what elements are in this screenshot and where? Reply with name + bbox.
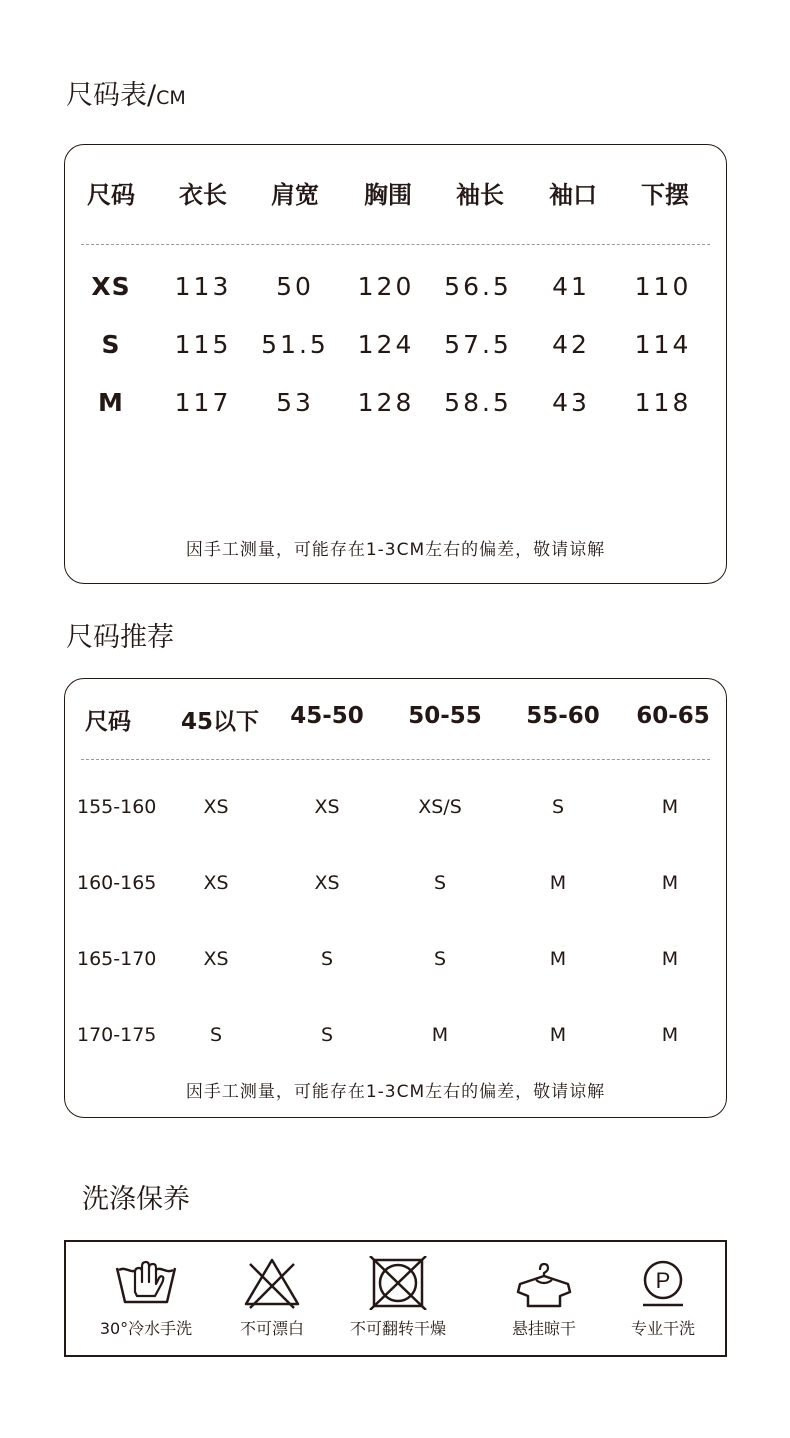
height-cell: 160-165 [77, 872, 157, 894]
value-cell: M [661, 1024, 679, 1046]
recommend-panel [64, 678, 727, 1118]
value-cell: XS [314, 872, 340, 894]
value-cell: 51.5 [261, 330, 329, 359]
size-chart-title-text: 尺码表/ [66, 80, 157, 111]
header-cell: 尺码 [85, 709, 131, 735]
care-panel [64, 1240, 727, 1357]
value-cell: 128 [357, 388, 415, 417]
value-cell: 120 [357, 272, 415, 301]
value-cell: S [320, 1024, 334, 1046]
header-cell: 55-60 [526, 703, 600, 729]
header-cell: 45以下 [180, 709, 260, 735]
height-cell: 155-160 [77, 796, 157, 818]
value-cell: 117 [174, 388, 232, 417]
care-title: 洗涤保养 [82, 1184, 190, 1215]
value-cell: 114 [634, 330, 692, 359]
care-label: 不可漂白 [239, 1319, 304, 1338]
size-chart-unit: CM [156, 87, 186, 109]
header-cell: 肩宽 [271, 181, 319, 209]
value-cell: 118 [634, 388, 692, 417]
dry-clean-letter: P [655, 1268, 671, 1293]
care-label: 专业干洗 [630, 1319, 695, 1338]
care-item-dry-clean [598, 1242, 728, 1339]
size-cell: XS [91, 272, 131, 301]
hang-dry-icon [514, 1256, 574, 1310]
care-label: 悬挂晾干 [511, 1319, 576, 1338]
header-cell: 60-65 [636, 703, 710, 729]
header-cell: 袖口 [549, 181, 597, 209]
height-cell: 170-175 [77, 1024, 157, 1046]
height-cell: 165-170 [77, 948, 157, 970]
value-cell: 50 [276, 272, 314, 301]
value-cell: 41 [552, 272, 590, 301]
value-cell: 115 [174, 330, 232, 359]
value-cell: M [549, 948, 567, 970]
care-item-no-tumble-dry [333, 1242, 463, 1339]
value-cell: M [431, 1024, 449, 1046]
value-cell: M [549, 872, 567, 894]
value-cell: 113 [174, 272, 232, 301]
professional-dry-clean-icon [635, 1256, 691, 1310]
header-cell: 尺码 [87, 181, 135, 209]
value-cell: XS [203, 796, 229, 818]
value-cell: 110 [634, 272, 692, 301]
header-cell: 衣长 [179, 181, 227, 209]
value-cell: S [209, 1024, 223, 1046]
value-cell: XS [203, 872, 229, 894]
value-cell: S [551, 796, 565, 818]
value-cell: M [661, 872, 679, 894]
value-cell: 56.5 [444, 272, 512, 301]
value-cell: 57.5 [444, 330, 512, 359]
measurement-note: 因手工测量，可能存在1-3CM左右的偏差，敬请谅解 [185, 540, 606, 560]
value-cell: S [433, 948, 447, 970]
header-cell: 袖长 [456, 181, 504, 209]
hand-wash-icon [113, 1256, 179, 1310]
care-label: 30°冷水手洗 [99, 1319, 193, 1338]
no-bleach-icon [242, 1256, 302, 1310]
value-cell: 58.5 [444, 388, 512, 417]
care-item-hand-wash [81, 1242, 211, 1339]
header-cell: 下摆 [641, 181, 689, 209]
header-cell: 45-50 [290, 703, 364, 729]
header-divider [81, 759, 710, 760]
value-cell: XS/S [418, 796, 462, 818]
size-cell: M [98, 388, 124, 417]
value-cell: 42 [552, 330, 590, 359]
care-item-hang-dry [479, 1242, 609, 1339]
value-cell: S [320, 948, 334, 970]
value-cell: 53 [276, 388, 314, 417]
size-chart-title [66, 73, 186, 112]
header-divider [81, 244, 710, 245]
recommend-title: 尺码推荐 [66, 622, 174, 653]
header-cell: 胸围 [364, 181, 412, 209]
value-cell: XS [314, 796, 340, 818]
no-tumble-dry-icon [369, 1256, 427, 1310]
value-cell: M [549, 1024, 567, 1046]
value-cell: S [433, 872, 447, 894]
size-cell: S [101, 330, 121, 359]
measurement-note: 因手工测量，可能存在1-3CM左右的偏差，敬请谅解 [185, 1082, 606, 1102]
care-item-no-bleach [207, 1242, 337, 1339]
value-cell: 43 [552, 388, 590, 417]
value-cell: XS [203, 948, 229, 970]
value-cell: M [661, 796, 679, 818]
value-cell: 124 [357, 330, 415, 359]
care-label: 不可翻转干燥 [349, 1319, 446, 1338]
header-cell: 50-55 [408, 703, 482, 729]
size-chart-panel [64, 144, 727, 584]
value-cell: M [661, 948, 679, 970]
